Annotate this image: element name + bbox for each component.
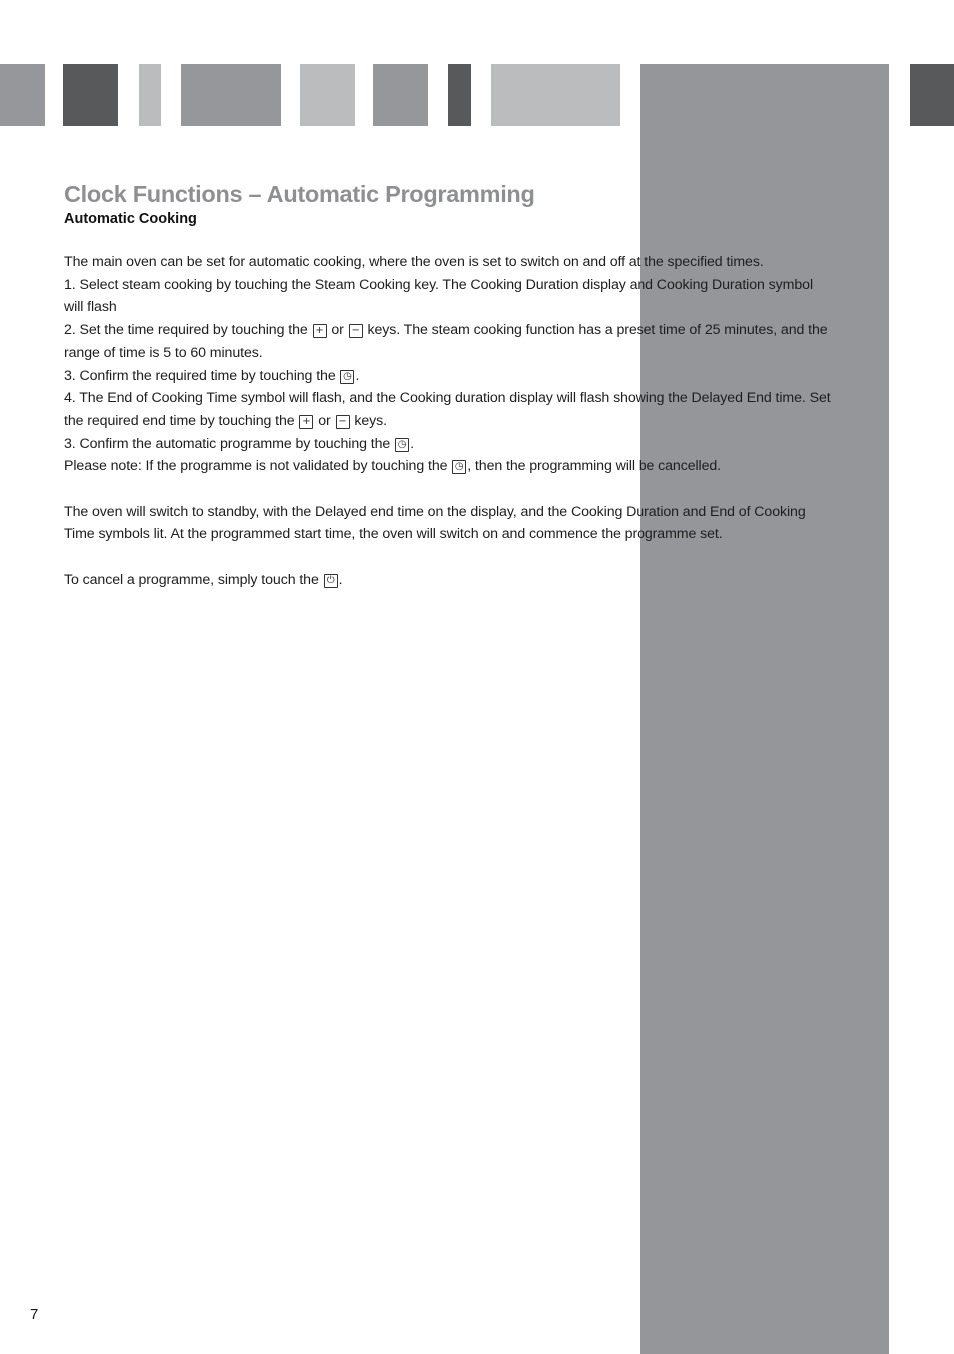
page-title: Clock Functions – Automatic Programming <box>64 181 535 207</box>
standby-paragraph <box>64 501 834 546</box>
step-3-text: 3. Confirm the required time by touching the <box>64 367 336 384</box>
power-key-icon: ⏻ <box>324 574 338 588</box>
clock-key-icon: ◷ <box>340 370 354 384</box>
step-2-or: or <box>331 322 344 339</box>
header-decor-block <box>63 64 118 126</box>
intro-text: The main oven can be set for automatic cooking, where the oven is set to switch on and off at the specified times. <box>64 254 764 270</box>
step-2 <box>64 319 834 364</box>
step-2-text-a: 2. Set the time required by touching the <box>64 322 308 339</box>
header-decor-block <box>448 64 471 126</box>
step-5-end: . <box>410 435 414 452</box>
paragraph-gap <box>64 546 834 569</box>
clock-key-icon: ◷ <box>395 438 409 452</box>
cancel-end: . <box>338 571 343 588</box>
step-5 <box>64 433 834 456</box>
main-content <box>64 178 834 592</box>
minus-key-icon: − <box>349 324 363 338</box>
note-text-b: , then the programming will be cancelled. <box>467 458 722 475</box>
header-decor-block <box>300 64 355 126</box>
intro-paragraph <box>64 251 834 274</box>
note-paragraph <box>64 455 834 478</box>
step-1-text: 1. Select steam cooking by touching the Steam Cooking key. The Cooking Duration display and Cooking Duration symbol will flash <box>64 276 813 316</box>
step-4-or: or <box>318 412 331 429</box>
header-decor-block <box>181 64 281 126</box>
step-4-text-a: 4. The End of Cooking Time symbol will flash, and the Cooking duration display will flash showing the Delayed End time. Set the required end time by touching the <box>64 390 831 429</box>
step-5-text: 3. Confirm the automatic programme by touching the <box>64 435 391 452</box>
plus-key-icon: + <box>299 415 313 429</box>
header-decor-block <box>491 64 620 126</box>
header-decor-block <box>0 64 45 126</box>
cancel-text: To cancel a programme, simply touch the <box>64 571 319 588</box>
note-text-a: Please note: If the programme is not validated by touching the <box>64 458 448 475</box>
standby-text: The oven will switch to standby, with the Delayed end time on the display, and the Cooking Duration and End of Cooking Time symbols lit. At the programmed start time, the oven will switch on and commence the programme set. <box>64 503 806 543</box>
header-decor-block <box>139 64 161 126</box>
step-3 <box>64 365 834 388</box>
page-number: 7 <box>30 1306 39 1323</box>
step-2-text-b: keys. The steam cooking function has a preset time of 25 minutes, and the range of time is 5 to 60 minutes. <box>64 322 828 361</box>
plus-key-icon: + <box>313 324 327 338</box>
paragraph-gap <box>64 478 834 501</box>
cancel-paragraph <box>64 569 834 592</box>
step-4-text-b: keys. <box>354 412 387 429</box>
step-1 <box>64 274 834 319</box>
step-3-end: . <box>355 367 360 384</box>
step-4 <box>64 387 834 432</box>
section-subtitle: Automatic Cooking <box>64 211 197 227</box>
clock-key-icon: ◷ <box>452 460 466 474</box>
minus-key-icon: − <box>336 415 350 429</box>
header-decor-block <box>373 64 428 126</box>
header-decor-block <box>910 64 954 126</box>
